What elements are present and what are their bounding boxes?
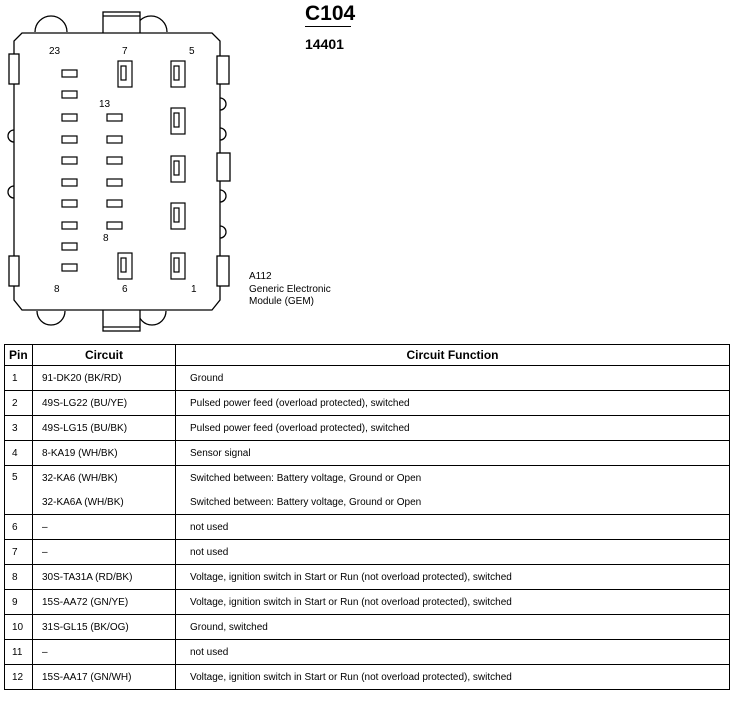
part-number: 14401 — [305, 36, 344, 52]
header-function: Circuit Function — [176, 345, 730, 366]
pin-cell: 10 — [5, 615, 33, 640]
circuit-cell: 49S-LG22 (BU/YE) — [33, 391, 176, 416]
terminal-cavity — [62, 70, 77, 77]
table-row — [5, 490, 730, 515]
terminal-cavity — [62, 179, 77, 186]
circuit-cell: 91-DK20 (BK/RD) — [33, 366, 176, 391]
function-cell: Sensor signal — [176, 441, 730, 466]
connector-id: C104 — [305, 2, 356, 25]
pin-label-6: 6 — [122, 284, 128, 295]
circuit-cell: – — [33, 640, 176, 665]
pin-label-23: 23 — [49, 46, 61, 57]
pin-label-5: 5 — [189, 46, 195, 57]
terminal-cavity — [62, 222, 77, 229]
pin-cell: 11 — [5, 640, 33, 665]
pin-label-7: 7 — [122, 46, 128, 57]
table-row — [5, 366, 730, 391]
function-cell: Ground — [176, 366, 730, 391]
table-row — [5, 665, 730, 690]
terminal-cavity — [62, 91, 77, 98]
table-row — [5, 540, 730, 565]
header-circuit: Circuit — [33, 345, 176, 366]
table-row — [5, 515, 730, 540]
function-cell: Ground, switched — [176, 615, 730, 640]
pin-cell: 8 — [5, 565, 33, 590]
function-cell: Pulsed power feed (overload protected), switched — [176, 391, 730, 416]
table-row — [5, 441, 730, 466]
terminal-cavity — [62, 114, 77, 121]
circuit-cell: 15S-AA17 (GN/WH) — [33, 665, 176, 690]
latch-top-left — [35, 16, 67, 32]
circuit-cell: 8-KA19 (WH/BK) — [33, 441, 176, 466]
circuit-cell: 30S-TA31A (RD/BK) — [33, 565, 176, 590]
pin-cell: 12 — [5, 665, 33, 690]
circuit-cell: 32-KA6 (WH/BK) — [33, 466, 176, 491]
header-pin: Pin — [5, 345, 33, 366]
table-row — [5, 615, 730, 640]
pin-label-1: 1 — [191, 284, 197, 295]
function-cell: not used — [176, 540, 730, 565]
pin-cell: 1 — [5, 366, 33, 391]
function-cell: Pulsed power feed (overload protected), switched — [176, 416, 730, 441]
circuit-cell: 15S-AA72 (GN/YE) — [33, 590, 176, 615]
terminal-cavity — [62, 136, 77, 143]
terminal-cavity — [62, 157, 77, 164]
pin-label-inner-8: 8 — [103, 233, 109, 244]
function-cell: not used — [176, 640, 730, 665]
circuit-cell: 31S-GL15 (BK/OG) — [33, 615, 176, 640]
terminal-cavity — [62, 200, 77, 207]
terminal-cavity — [62, 243, 77, 250]
title-divider — [305, 26, 351, 27]
table-header-row — [5, 345, 730, 366]
terminal-cavity — [107, 136, 122, 143]
terminal-cavity — [107, 114, 122, 121]
table-row — [5, 590, 730, 615]
connector-face-diagram — [0, 0, 240, 335]
pin-cell: 7 — [5, 540, 33, 565]
function-cell: Switched between: Battery voltage, Ground or Open — [176, 490, 730, 515]
pin-cell: 6 — [5, 515, 33, 540]
circuit-cell: – — [33, 515, 176, 540]
terminal-cavity — [62, 264, 77, 271]
terminal-cavity — [107, 157, 122, 164]
pin-label-13: 13 — [99, 99, 111, 110]
table-row — [5, 565, 730, 590]
table-row — [5, 640, 730, 665]
function-cell: Voltage, ignition switch in Start or Run (not overload protected), switched — [176, 590, 730, 615]
module-code: A112 — [249, 271, 272, 282]
pin-cell: 5 — [5, 466, 33, 515]
pin-label-bottom-8: 8 — [54, 284, 60, 295]
table-row — [5, 416, 730, 441]
terminal-cavity — [107, 179, 122, 186]
terminal-cavity — [107, 222, 122, 229]
circuit-cell: – — [33, 540, 176, 565]
pin-cell: 9 — [5, 590, 33, 615]
connector-body — [14, 33, 220, 310]
function-cell: Switched between: Battery voltage, Ground or Open — [176, 466, 730, 491]
function-cell: Voltage, ignition switch in Start or Run (not overload protected), switched — [176, 565, 730, 590]
function-cell: Voltage, ignition switch in Start or Run (not overload protected), switched — [176, 665, 730, 690]
pin-cell: 2 — [5, 391, 33, 416]
pinout-table — [4, 344, 730, 690]
module-name-line1: Generic Electronic — [249, 283, 331, 295]
pin-cell: 4 — [5, 441, 33, 466]
terminal-cavity — [107, 200, 122, 207]
circuit-cell: 49S-LG15 (BU/BK) — [33, 416, 176, 441]
table-row — [5, 466, 730, 491]
table-row — [5, 391, 730, 416]
latch-bottom-left — [37, 311, 65, 325]
circuit-cell: 32-KA6A (WH/BK) — [33, 490, 176, 515]
latch-bottom-right — [138, 311, 166, 325]
module-name-line2: Module (GEM) — [249, 296, 315, 307]
pin-cell: 3 — [5, 416, 33, 441]
function-cell: not used — [176, 515, 730, 540]
module-caption — [249, 271, 331, 309]
